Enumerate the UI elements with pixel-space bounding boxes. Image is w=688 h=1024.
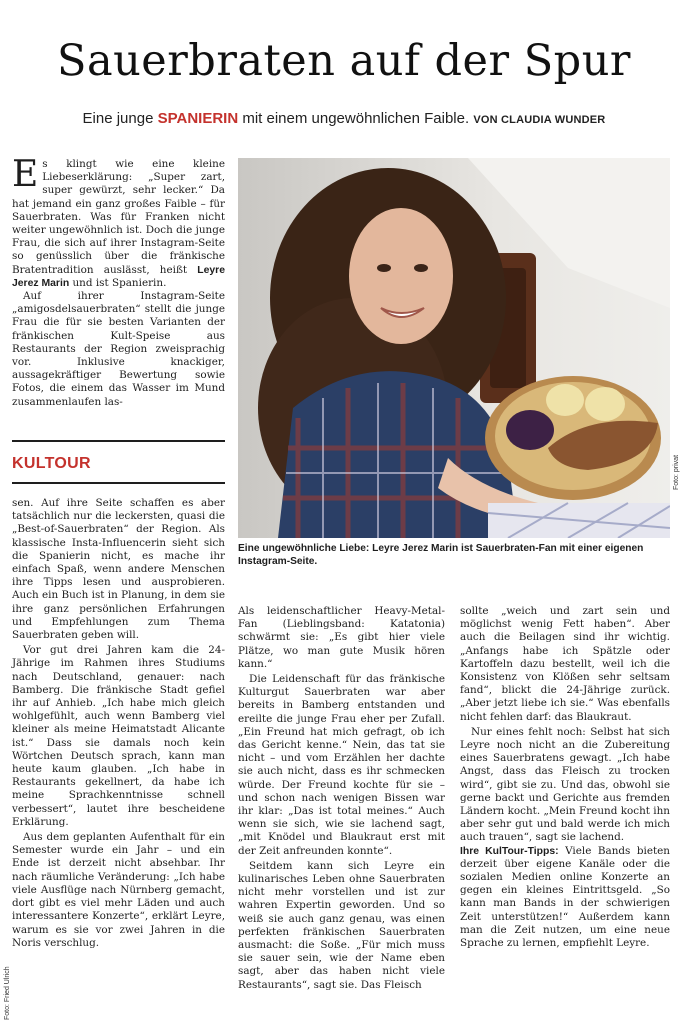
column-1-top	[12, 154, 225, 409]
paragraph: Als leidenschaftlicher Heavy-Metal-Fan (Lieblingsband: Katatonia) schwärmt sie: „Es gibt hier viele Plätze, wo man gute Musik hören kann.“	[238, 605, 445, 670]
subheadline-text-end: mit einem ungewöhnlichen Faible.	[238, 110, 470, 127]
paragraph: Seitdem kann sich Leyre ein kulinarisches Leben ohne Sauerbraten nicht mehr vorstellen und ist zur wahren Expertin geworden. Und so weiß sie auch ganz genau, was einen perfekten fränkischen Sauerbraten ausmacht: die Soße. „Für mich muss sie sauer sein, wie der Name eben sagt, aber das haben nicht viele Restaurants“, sagt sie. Das Fleisch	[238, 859, 445, 991]
column-2	[238, 605, 445, 992]
column-3	[460, 605, 670, 950]
paragraph: Vor gut drei Jahren kam die 24-Jährige im Rahmen ihres Studiums nach Deutschland, genauer: nach Bamberg. Die fränkische Stadt gefiel ihr auf Anhieb. „Ich habe mich gleich wohlgefühlt, auch wenn Bamberg viel kleiner als meine Heimatstadt Alicante ist.“ Dass sie damals noch kein Wörtchen Deutsch sprach, kann man heute kaum glauben. „Ich habe in Restaurants gekellnert, da habe ich meine Sprachkenntnisse schnell verbessert“, lautet ihre bescheidene Erklärung.	[12, 644, 225, 828]
photo-illustration	[238, 158, 670, 538]
paragraph: sen. Auf ihre Seite schaffen es aber tatsächlich nur die leckersten, quasi die „Best-of-Sauerbraten“ der Region. Als klassische Insta-Influencerin sieht sich die Spanierin nicht, es mache ihr einfach Spaß, wenn andere Menschen ihre Tipps lesen und ausprobieren. Auch ein Buch ist in Planung, in dem sie ihre ganz persönlichen Erfahrungen und Empfehlungen zum Thema Sauerbraten geben will.	[12, 497, 225, 642]
side-photo-credit: Foto: Fried Ulrich	[4, 966, 11, 1020]
paragraph: Auf ihrer Instagram-Seite „amigosdelsauerbraten“ stellt die junge Frau die für sie besten Varianten der fränkischen Kult-Speise aus Restaurants der Region zweisprachig vor. Inklusive knackiger, aussagekräftiger Bewertung sowie Fotos, die einem das Wasser im Mund zusammenlaufen las-	[12, 290, 225, 408]
paragraph: Die Leidenschaft für das fränkische Kulturgut Sauerbraten war aber bereits in Bamberg entstanden und ereilte die junge Frau eher per Zufall. „Ein Freund hat mich gefragt, ob ich das Gericht kenne.“ Nein, das tat sie nicht – und vom Erzählen her dachte sie auch nicht, dass es ihr schmecken würde. Der Freund kochte für sie – und schon nach wenigen Bissen war ihr klar: „Das ist total meines.“ Auch wenn sie sich, wie sie lachend sagt, „mit Knödel und Blaukraut erst mit der Zeit anfreunden konnte“.	[238, 673, 445, 857]
intro-text-end: und ist Spanierin.	[69, 276, 167, 289]
section-label: KULTOUR	[12, 455, 91, 472]
photo-credit: Foto: privat	[673, 454, 680, 490]
subheadline-text: Eine junge	[82, 110, 158, 127]
tips-label: Ihre KulTour-Tipps:	[460, 845, 559, 857]
subheadline	[0, 110, 688, 127]
tips-paragraph	[460, 845, 670, 951]
subheadline-accent: SPANIERIN	[157, 110, 239, 127]
byline: VON CLAUDIA WUNDER	[473, 114, 606, 126]
article-photo	[238, 158, 670, 538]
paragraph: Nur eines fehlt noch: Selbst hat sich Leyre noch nicht an die Zubereitung eines Sauerbratens gewagt. „Ich habe Angst, dass das Fleisch zu trocken wird“, gibt sie zu. Und das, obwohl sie gerne backt und Gerichte aus fremden Ländern kocht. „Mein Freund kocht ihn aber sehr gut und bald werde ich mich auch trauen“, sagt sie lachend.	[460, 725, 670, 844]
section-rule-top	[12, 440, 225, 442]
column-1-bottom	[12, 497, 225, 950]
photo-caption: Eine ungewöhnliche Liebe: Leyre Jerez Marin ist Sauerbraten-Fan mit einer eigenen Instagram-Seite.	[238, 543, 644, 567]
headline: Sauerbraten auf der Spur	[57, 36, 631, 86]
paragraph: sollte „weich und zart sein und möglichst wenig Fett haben“. Aber auch die Beilagen sind ihr wichtig. „Anfangs habe ich Spätzle oder Kartoffeln dazu bestellt, weil ich die Konsistenz von Klößen sehr seltsam fand“, blickt die 24-Jährige zurück. „Aber jetzt liebe ich sie.“ Was ebenfalls nicht fehlen darf: das Blaukraut.	[460, 605, 670, 723]
section-rule-bottom	[12, 482, 225, 484]
drop-cap: E	[12, 154, 39, 195]
intro-text: s klingt wie eine kleine Liebeserklärung: „Super zart, super gewürzt, sehr lecker.“ Da hat jemand ein ganz großes Faible – für Sauerbraten. Was für Franken nicht weiter ungewöhnlich ist. Doch die junge Frau, die sich auf ihrer Instagram-Seite so genüsslich über die fränkische Bratentradition auslässt, heißt	[12, 158, 225, 276]
tips-text: Viele Bands bieten derzeit über eigene Kanäle oder die sozialen Medien online Konzerte an gegen ein kleines Eintrittsgeld. „So kann man Bands in der schwierigen Zeit unterstützen!“ Außerdem kann man die Zeit nutzen, um eine neue Sprache zu lernen, empfiehlt Leyre.	[460, 844, 670, 950]
intro-paragraph	[12, 154, 225, 290]
person-name: Leyre Jerez Marin	[12, 264, 225, 289]
paragraph: Aus dem geplanten Aufenthalt für ein Semester wurde ein Jahr – und ein Ende ist derzeit nicht absehbar. Ihr nach räumliche Veränderung: „Ich habe viele Ausflüge nach Nürnberg gemacht, dort gibt es viel mehr Läden und auch interessantere Konzerte“, erklärt Leyre, warum es sie vor zwei Jahren in die Noris verschlug.	[12, 831, 225, 949]
